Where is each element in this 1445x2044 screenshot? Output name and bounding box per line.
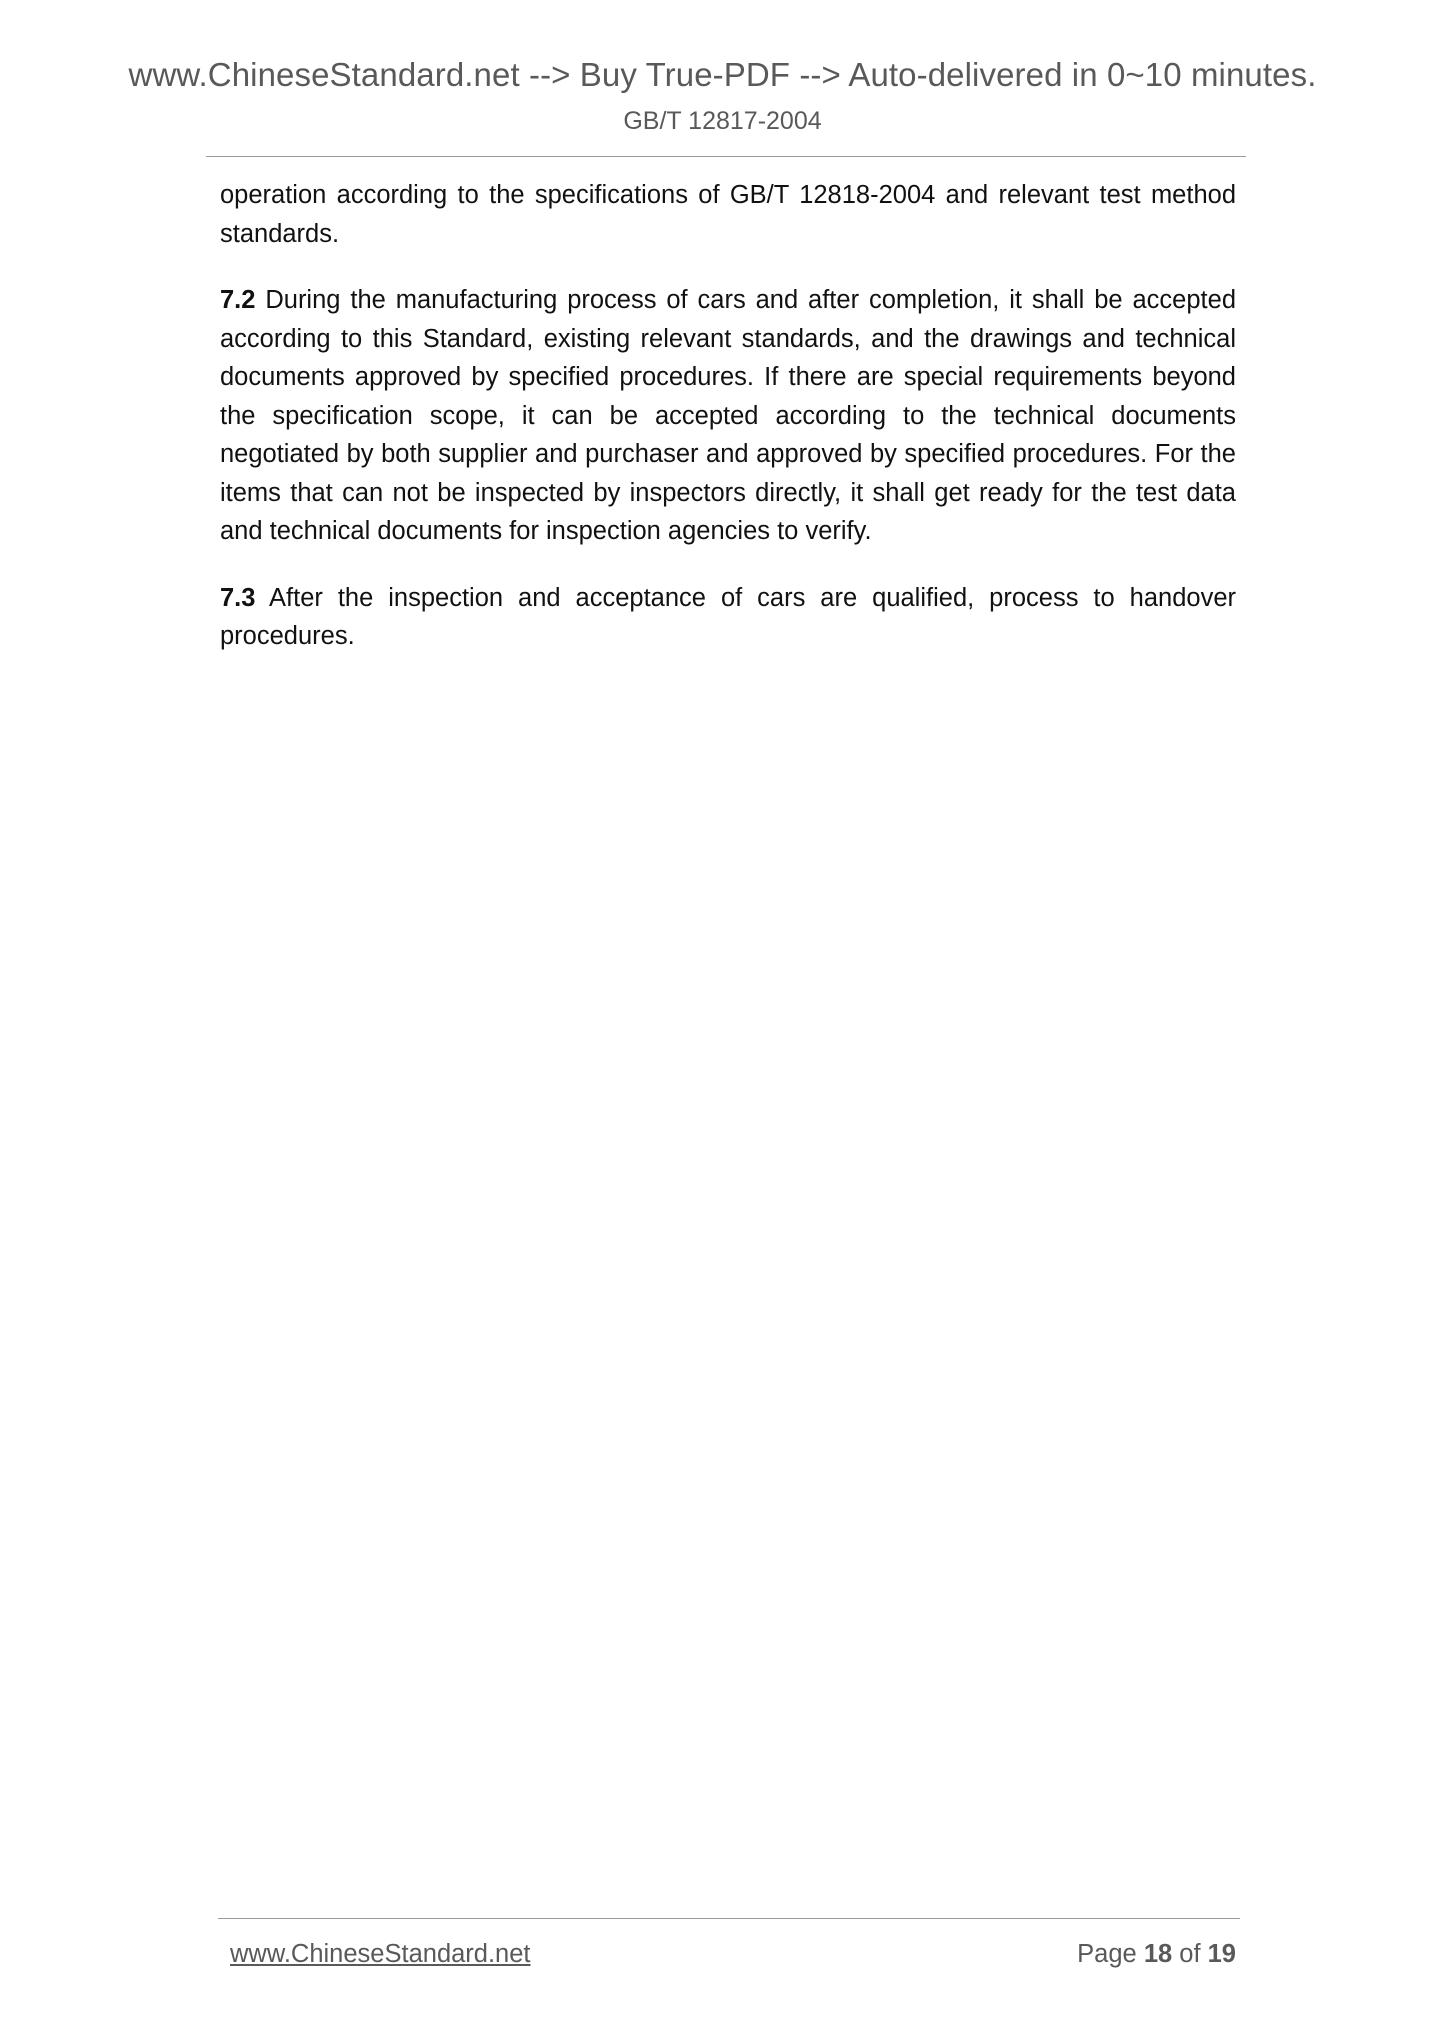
paragraph-continuation — [220, 176, 1236, 253]
page-number — [1077, 1940, 1236, 1969]
total-pages: 19 — [1207, 1940, 1236, 1968]
paragraph-text: operation according to the specifications of GB/T 12818-2004 and relevant test method standards. — [220, 181, 1236, 248]
paragraph-7-3 — [220, 579, 1236, 656]
page-prefix: Page — [1077, 1940, 1144, 1968]
footer-divider — [218, 1918, 1240, 1919]
paragraph-7-2 — [220, 281, 1236, 551]
header-divider — [206, 156, 1246, 157]
page-of: of — [1172, 1940, 1208, 1968]
paragraph-text: After the inspection and acceptance of cars are qualified, process to handover procedures. — [220, 583, 1236, 650]
footer-website-link[interactable]: www.ChineseStandard.net — [230, 1940, 531, 1968]
header-banner: www.ChineseStandard.net --> Buy True-PDF --> Auto-delivered in 0~10 minutes. — [128, 56, 1317, 93]
header-standard-id: GB/T 12817-2004 — [623, 107, 822, 135]
page-content — [220, 176, 1236, 684]
clause-number: 7.2 — [220, 286, 256, 314]
paragraph-text: During the manufacturing process of cars and after completion, it shall be accepted according to this Standard, existing relevant standards, and the drawings and technical documents approved by specified procedures. If there are special requirements beyond the specification scope, it can be accepted according to the technical documents negotiated by both supplier and purchaser and approved by specified procedures. For the items that can not be inspected by inspectors directly, it shall get ready for the test data and technical documents for inspection agencies to verify. — [220, 286, 1236, 545]
current-page: 18 — [1143, 1940, 1173, 1968]
clause-number: 7.3 — [220, 583, 256, 612]
